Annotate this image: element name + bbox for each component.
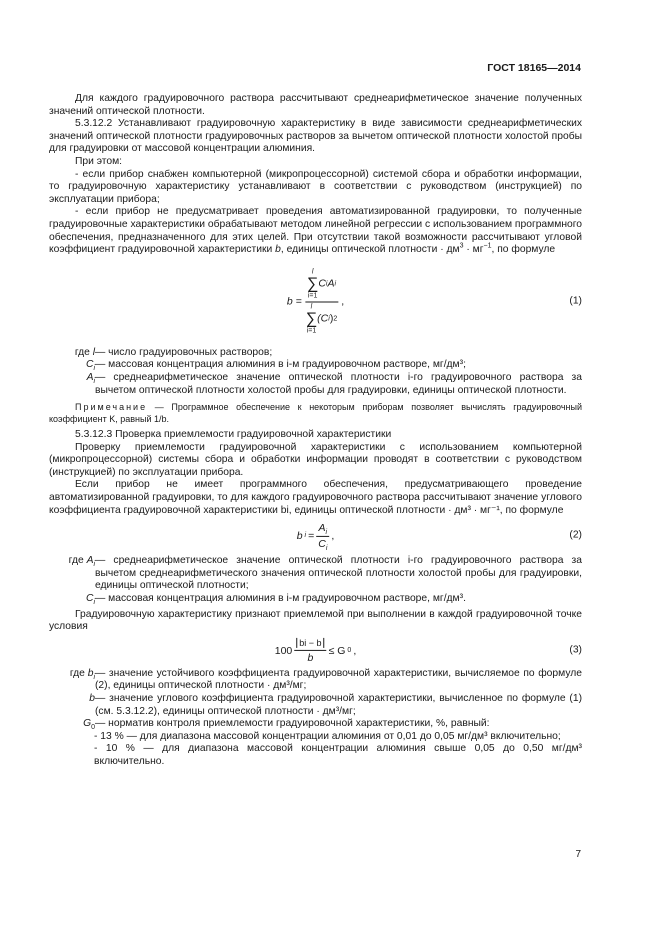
definition-g0: $G_0$ — норматив контроля приемлемости градуировочной характеристики, %, равный: <box>83 718 490 732</box>
paragraph-1: Для каждого градуировочного раствора рассчитывают среднеарифметическое значение полученных значений оптической плотности. <box>49 93 582 117</box>
formula-2-number: (2) <box>569 529 582 541</box>
definition-bi: где $b_i$ — значение устойчивого коэффициента градуировочной характеристики, вычисляемое по формуле (2), единицы оптической плотности · дм³/мг; <box>69 667 582 692</box>
document-header: ГОСТ 18165—2014 <box>487 62 581 74</box>
paragraph-acceptance: Градуировочную характеристику признают приемлемой при выполнении в каждой градуировочной точке условия <box>49 608 582 633</box>
paragraph-pri-etom: При этом: <box>75 155 123 167</box>
formula-1-lhs: b = <box>286 295 302 308</box>
formula-3-fraction: $\frac{bi - b}{b}$ <box>294 637 326 665</box>
formula-2-definitions <box>49 555 582 605</box>
definition-ai: $A_i$ — среднеарифметическое значение оптической плотности i-го градуировочного раствора за вычетом оптической плотности холостой пробы для градуировки, единицы оптической плотности. <box>86 371 582 396</box>
formula-1-number: (1) <box>569 295 582 307</box>
definition-l: где l — число градуировочных растворов; <box>74 346 273 358</box>
formula-1-fraction: l ∑ i=1 C i A i l ∑ i=1 (C i ) 2 <box>305 268 338 335</box>
formula-1-definitions <box>49 347 582 397</box>
formula-3-number: (3) <box>569 644 582 656</box>
note-title: Примечание <box>75 402 148 413</box>
paragraph-5-3-12-3: 5.3.12.3 Проверка приемлемости градуировочной характеристики <box>75 429 392 441</box>
paragraph-check-computer: Проверку приемлемости градуировочной характеристики с использованием компьютерной (микропроцессорной) системы сбора и обработки информации проводят в соответствии с руководством (инструкцией) по эксплуатации прибора. <box>49 441 582 478</box>
list-item-13-percent: - 13 % — для диапазона массовой концентрации алюминия от 0,01 до 0,05 мг/дм³ включительно; <box>94 730 561 742</box>
paragraph-check-manual: Если прибор не имеет программного обеспечения, предусматривающего проведение автоматизированной градуировки, то для каждого градуировочного раствора рассчитывают значение углового коэффициента градуировочной характеристики bi, единицы оптической плотности · дм³ · мг⁻¹, по формуле <box>49 479 582 516</box>
formula-2: b i = $\frac{A_i}{C_i}$ , (2) <box>296 522 582 552</box>
page-number: 7 <box>575 849 581 860</box>
list-item-10-percent: - 10 % — для диапазона массовой концентрации алюминия свыше 0,05 до 0,50 мг/дм³ включительно. <box>94 743 582 767</box>
formula-2-fraction: $\frac{A_i}{C_i}$ <box>318 522 328 552</box>
formula-3-definitions <box>49 668 582 769</box>
paragraph-no-automation: - если прибор не предусматривает проведения автоматизированной градуировки, то полученные градуировочные характеристики обрабатывают методом линейной регрессии с использованием программного обеспечения, предназначенного для этих целей. При отсутствии такой возможности рассчитывают угловой коэффициент градуировочной характеристики b, единицы оптической плотности · $дм^3 \cdot мг^{-1}$, по формуле <box>49 206 582 256</box>
document-body <box>49 93 582 772</box>
paragraph-5-3-12-2: 5.3.12.2 Устанавливают градуировочную характеристику в виде зависимости среднеарифметических значений оптической плотности градуировочных растворов за вычетом оптической плотности холостой пробы для градуировки от массовой концентрации алюминия. <box>49 118 582 155</box>
formula-3: 100 $\frac{bi - b}{b}$ ≤ G 0 , (3) <box>274 637 582 665</box>
note: Примечание — Программное обеспечение к некоторым приборам позволяет вычислять градуировочный коэффициент K, равный 1/b. <box>49 402 582 425</box>
definition-ci: $C_i$ — массовая концентрация алюминия в i-м градуировочном растворе, мг/дм³; <box>86 359 466 373</box>
definition-ai-2: где $A_i$ — среднеарифметическое значение оптической плотности i-го градуировочного раствора за вычетом среднеарифметического значения оптической плотности холостой пробы для градуировки, единицы оптической плотности; <box>68 555 582 592</box>
formula-1: b = l ∑ i=1 C i A i l ∑ i=1 (C i ) 2 , (1) <box>286 268 582 335</box>
definition-ci-2: $C_i$ — массовая концентрация алюминия в i-м градуировочном растворе, мг/дм³. <box>86 593 466 607</box>
definition-b: b — значение углового коэффициента градуировочной характеристики, вычисленное по формуле (1) (см. 5.3.12.2), единицы оптической плотности · дм³/мг; <box>89 693 582 717</box>
paragraph-computer-system: - если прибор снабжен компьютерной (микропроцессорной) системой сбора и обработки информации, то градуировочную характеристику устанавливают в соответствии с руководством (инструкцией) по эксплуатации прибора; <box>49 168 582 205</box>
